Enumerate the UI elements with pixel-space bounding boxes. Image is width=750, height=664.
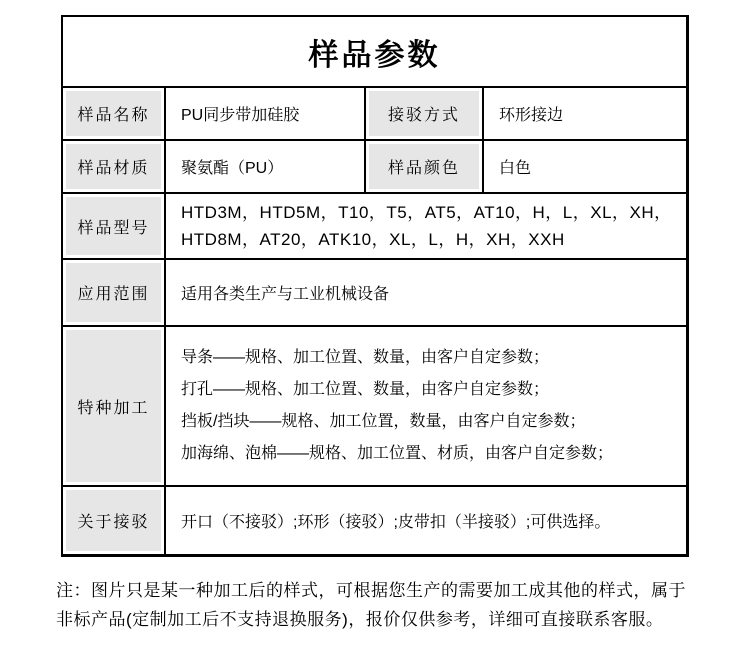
- footer-note: 注：图片只是某一种加工后的样式，可根据您生产的需要加工成其他的样式，属于非标产品(定制加工后不支持退换服务)，报价仅供参考，详细可直接联系客服。: [56, 581, 686, 629]
- table-row-models: [63, 192, 686, 258]
- special-processing-line: 挡板/挡块——规格、加工位置，数量，由客户自定参数；: [181, 413, 586, 430]
- special-processing-line: 导条——规格、加工位置、数量，由客户自定参数；: [181, 349, 550, 366]
- spec-table: [61, 15, 689, 557]
- value-joint-method: 环形接边: [482, 88, 686, 139]
- table-title: 样品参数: [308, 38, 441, 72]
- models-line: HTD3M，HTD5M，T10，T5，AT5，AT10，H，L，XL，XH，: [181, 203, 672, 222]
- table-row-sample-name: [63, 86, 686, 139]
- label-cell-material: [63, 141, 164, 192]
- row-label: 应用范围: [66, 263, 161, 322]
- label-cell-models: [63, 194, 164, 258]
- value-sample-name: PU同步带加硅胶: [164, 88, 364, 139]
- row-label: 样品名称: [66, 91, 161, 136]
- special-processing-line: 加海绵、泡棉——规格、加工位置、材质，由客户自定参数；: [181, 445, 614, 462]
- table-row-application: [63, 258, 686, 325]
- value-material: 聚氨酯（PU）: [164, 141, 364, 192]
- row-label: 关于接驳: [66, 490, 161, 551]
- table-row-special-processing: [63, 325, 686, 485]
- row-label: 样品型号: [66, 197, 161, 255]
- label-cell-joint-method: [364, 88, 482, 139]
- value-models: [164, 194, 686, 258]
- row-label: 样品颜色: [369, 144, 479, 189]
- value-special-processing: [164, 327, 686, 485]
- label-cell-sample-color: [364, 141, 482, 192]
- value-sample-color: 白色: [482, 141, 686, 192]
- special-processing-line: 打孔——规格、加工位置、数量，由客户自定参数；: [181, 381, 550, 398]
- row-label: 样品材质: [66, 144, 161, 189]
- row-label: 接驳方式: [369, 91, 479, 136]
- label-cell-application: [63, 260, 164, 325]
- models-line: HTD8M，AT20，ATK10，XL，L，H，XH，XXH: [181, 230, 565, 249]
- table-row-about-joint: [63, 485, 686, 554]
- label-cell-about-joint: [63, 487, 164, 554]
- label-cell-sample-name: [63, 88, 164, 139]
- value-application: 适用各类生产与工业机械设备: [164, 260, 686, 325]
- value-about-joint: 开口（不接驳）;环形（接驳）;皮带扣（半接驳）;可供选择。: [164, 487, 686, 554]
- row-label: 特种加工: [66, 330, 161, 482]
- label-cell-special-processing: [63, 327, 164, 485]
- table-row-material: [63, 139, 686, 192]
